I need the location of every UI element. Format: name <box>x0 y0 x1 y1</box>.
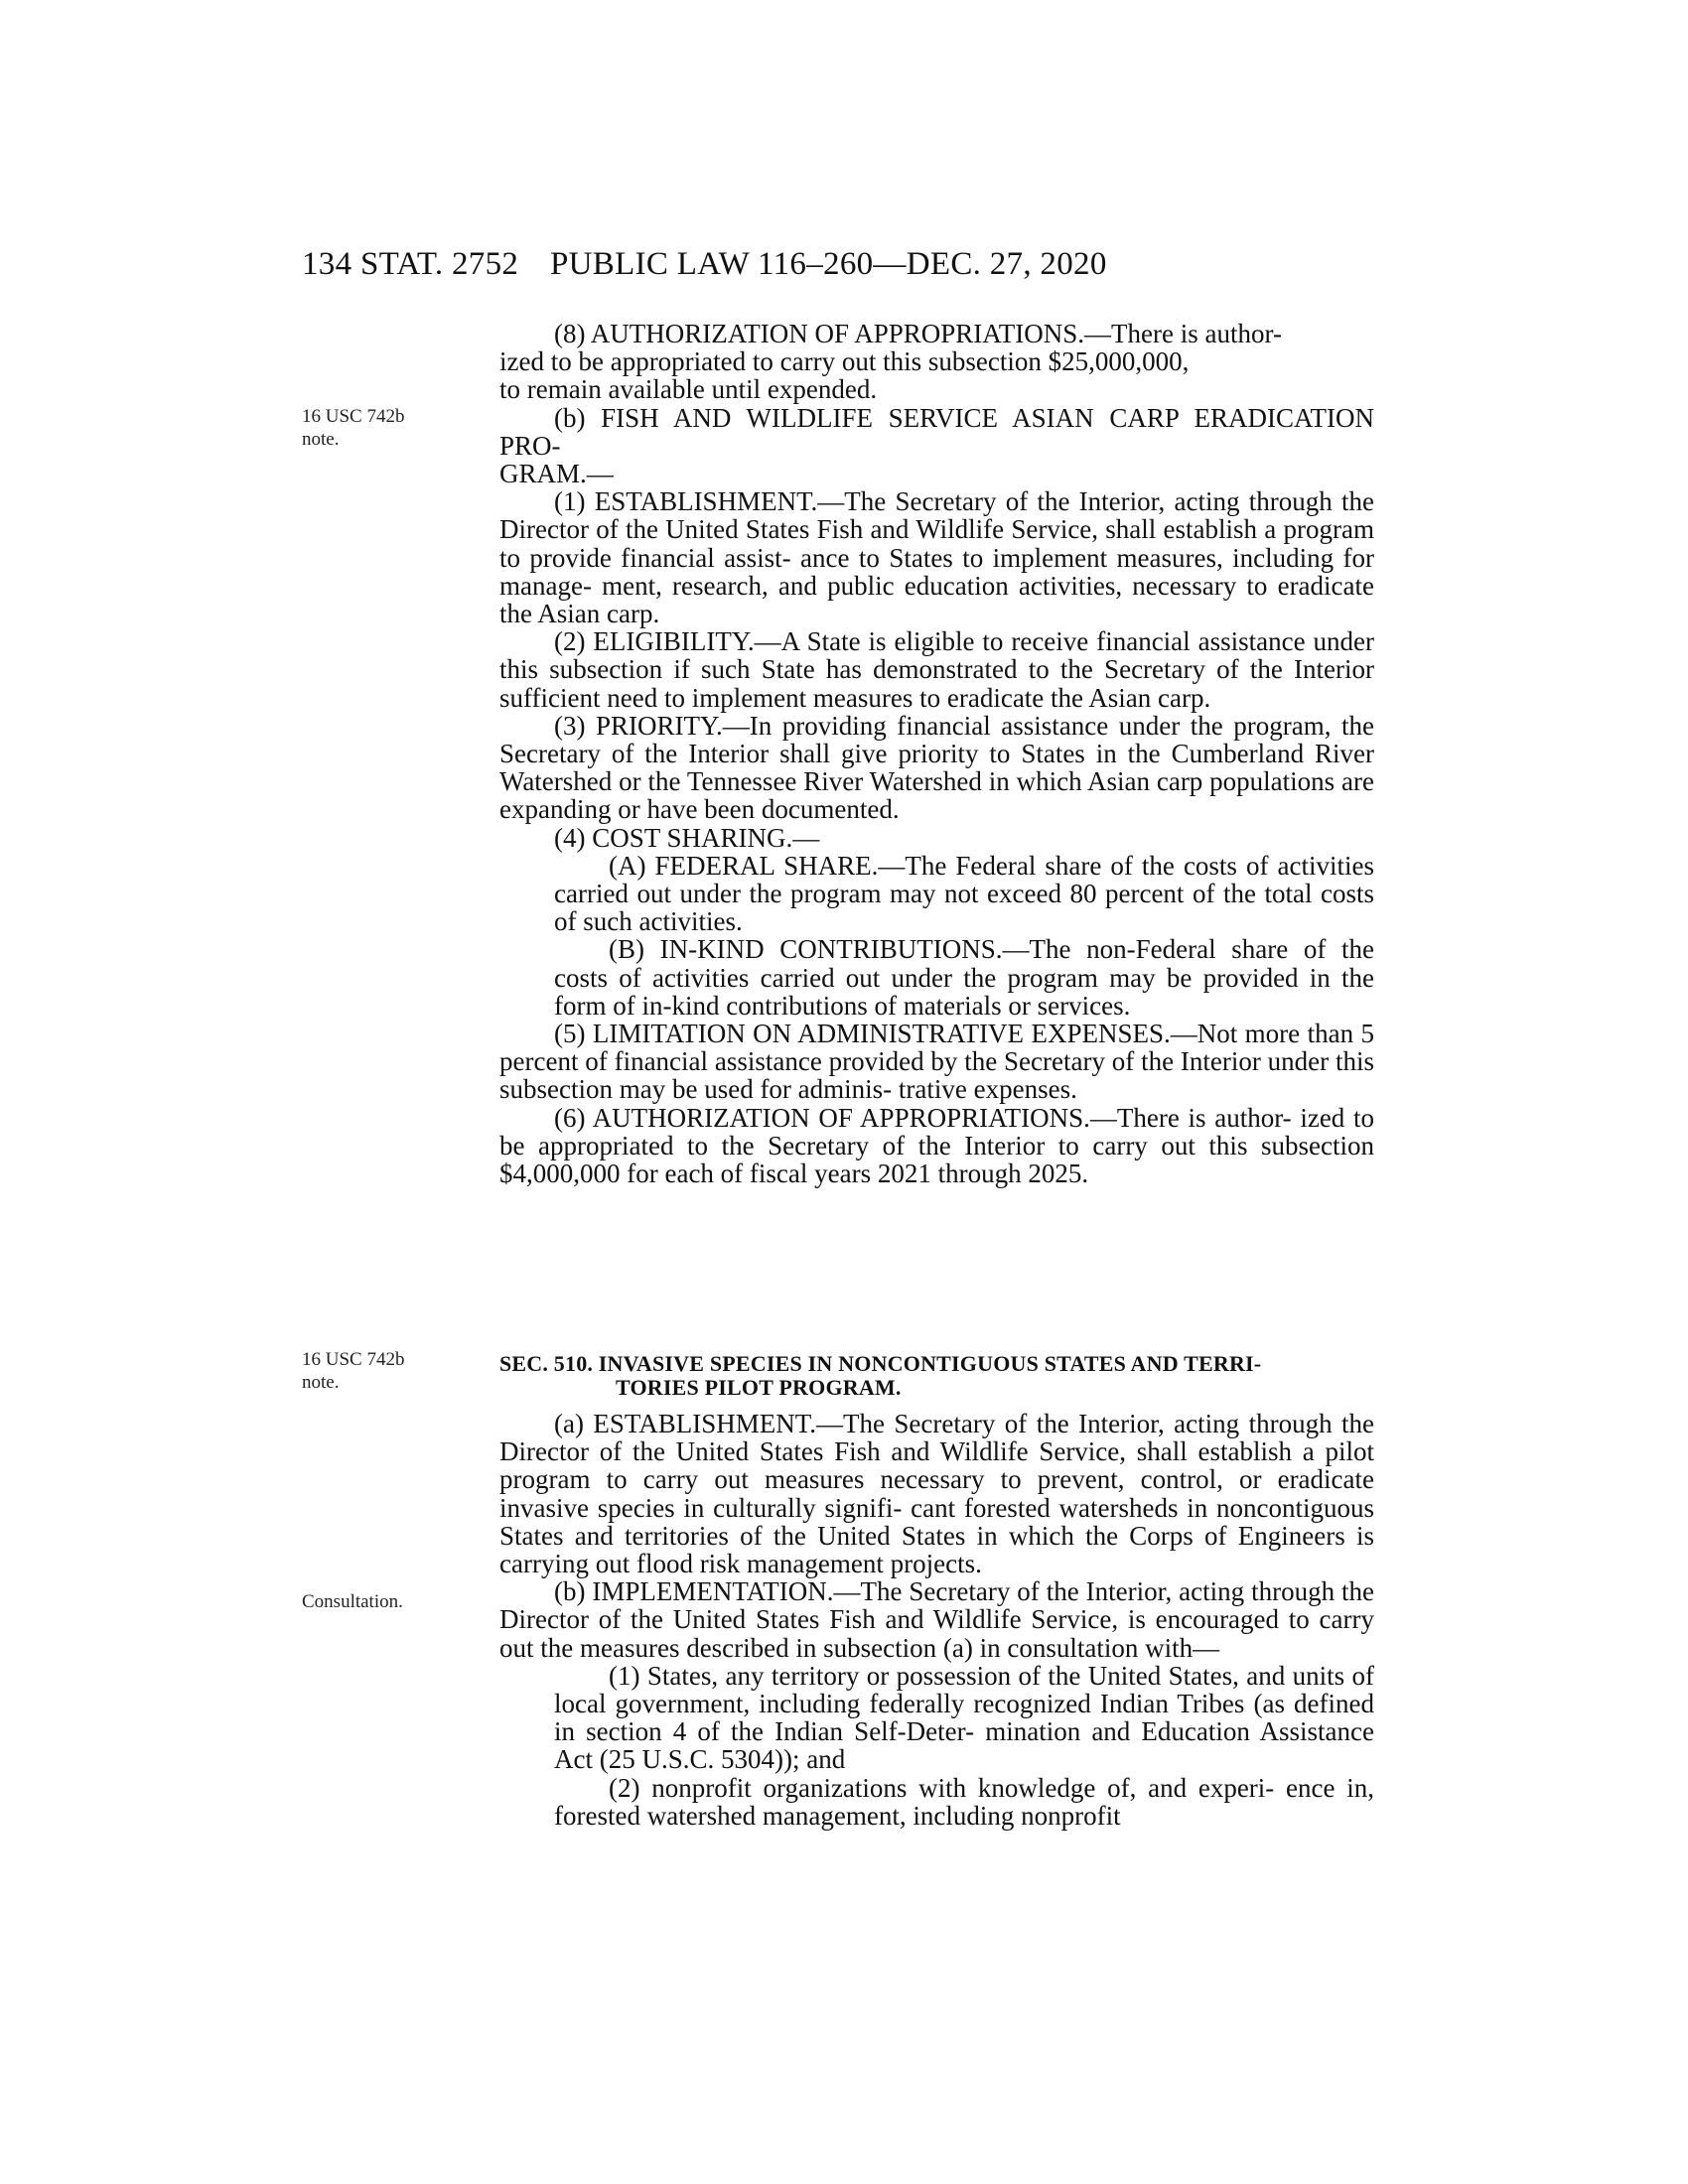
paragraph-510b: (b) IMPLEMENTATION.—The Secretary of the Interior, acting through the Director of the United States Fish and Wildlife Service, is encouraged to carry out the measures described in subsection (a) in consultation with— <box>499 1576 1374 1663</box>
paragraph-510a: (a) ESTABLISHMENT.—The Secretary of the Interior, acting through the Director of the United States Fish and Wildlife Service, shall establish a pilot program to carry out measures necessary to prevent, control, or eradicate invasive species in culturally signifi- cant forested watersheds in noncontiguous States and territories of the United States in which the Corps of Engineers is carrying out flood risk management projects. <box>499 1409 1374 1579</box>
paragraph-b2: (2) ELIGIBILITY.—A State is eligible to receive financial assistance under this subsection if such State has demonstrated to the Secretary of the Interior sufficient need to implement measures to eradicate the Asian carp. <box>499 626 1374 713</box>
margin-note-label: Consultation. <box>302 1591 403 1612</box>
paragraph-b4B: (B) IN-KIND CONTRIBUTIONS.—The non-Federal share of the costs of activities carried out under the program may be provided in the form of in-kind contributions of materials or services. <box>554 934 1374 1021</box>
paragraph-b5: (5) LIMITATION ON ADMINISTRATIVE EXPENSES.—Not more than 5 percent of financial assistance provided by the Secretary of the Interior under this subsection may be used for adminis- trative expenses. <box>499 1019 1374 1105</box>
section-510-heading <box>499 1352 1374 1400</box>
margin-note-usc-1 <box>302 405 451 451</box>
paragraph-b3: (3) PRIORITY.—In providing financial assistance under the program, the Secretary of the Interior shall give priority to States in the Cumberland River Watershed or the Tennessee River Watershed in which Asian carp populations are expanding or have been documented. <box>499 710 1374 825</box>
paragraph-b1: (1) ESTABLISHMENT.—The Secretary of the Interior, acting through the Director of the United States Fish and Wildlife Service, shall establish a program to provide financial assist- ance to States to implement measures, including for manage- ment, research, and public education activities, necessary to eradicate the Asian carp. <box>499 486 1374 629</box>
margin-note-usc-2 <box>302 1348 451 1394</box>
section-510-body <box>499 1410 1374 1830</box>
paragraph-b4: (4) COST SHARING.— <box>554 822 820 853</box>
paragraph-b6: (6) AUTHORIZATION OF APPROPRIATIONS.—There is author- ized to be appropriated to the Secretary of the Interior to carry out this subsection $4,000,000 for each of fiscal years 2021 through 2025. <box>499 1102 1374 1189</box>
margin-note-consultation <box>302 1590 451 1613</box>
subsection-b-heading: (b) FISH AND WILDLIFE SERVICE ASIAN CARP ERADICATION PRO- <box>499 402 1374 461</box>
margin-note-suffix: note. <box>302 429 340 450</box>
paragraph-a8-line1: (8) AUTHORIZATION OF APPROPRIATIONS.—There is author- <box>554 319 1282 348</box>
subsection-b-heading-cont: GRAM.— <box>499 459 614 489</box>
paragraph-a8-line2: ized to be appropriated to carry out this subsection $25,000,000, <box>499 346 1190 377</box>
paragraph-b4A: (A) FEDERAL SHARE.—The Federal share of the costs of activities carried out under the program may not exceed 80 percent of the total costs of such activities. <box>554 850 1374 937</box>
margin-note-citation: 16 USC 742b <box>302 1349 405 1370</box>
page-header <box>302 246 1374 286</box>
section-heading-line2: TORIES PILOT PROGRAM. <box>616 1375 902 1400</box>
public-law-citation: PUBLIC LAW 116–260—DEC. 27, 2020 <box>550 246 1107 282</box>
paragraph-510b1: (1) States, any territory or possession of the United States, and units of local government, including federally recognized Indian Tribes (as defined in section 4 of the Indian Self-Deter- mination and Education Assistance Act (25 U.S.C. 5304)); and <box>554 1660 1374 1775</box>
statute-page-number: 134 STAT. 2752 <box>302 246 519 282</box>
paragraph-510b2: (2) nonprofit organizations with knowledge of, and experi- ence in, forested watershed management, including nonprofit <box>554 1772 1374 1831</box>
margin-note-citation: 16 USC 742b <box>302 406 405 427</box>
margin-note-suffix: note. <box>302 1372 340 1393</box>
section-heading-line1: SEC. 510. INVASIVE SPECIES IN NONCONTIGUOUS STATES AND TERRI- <box>499 1351 1262 1376</box>
paragraph-a8-line3: to remain available until expended. <box>499 374 878 405</box>
section-509-continuation <box>499 320 1374 1187</box>
